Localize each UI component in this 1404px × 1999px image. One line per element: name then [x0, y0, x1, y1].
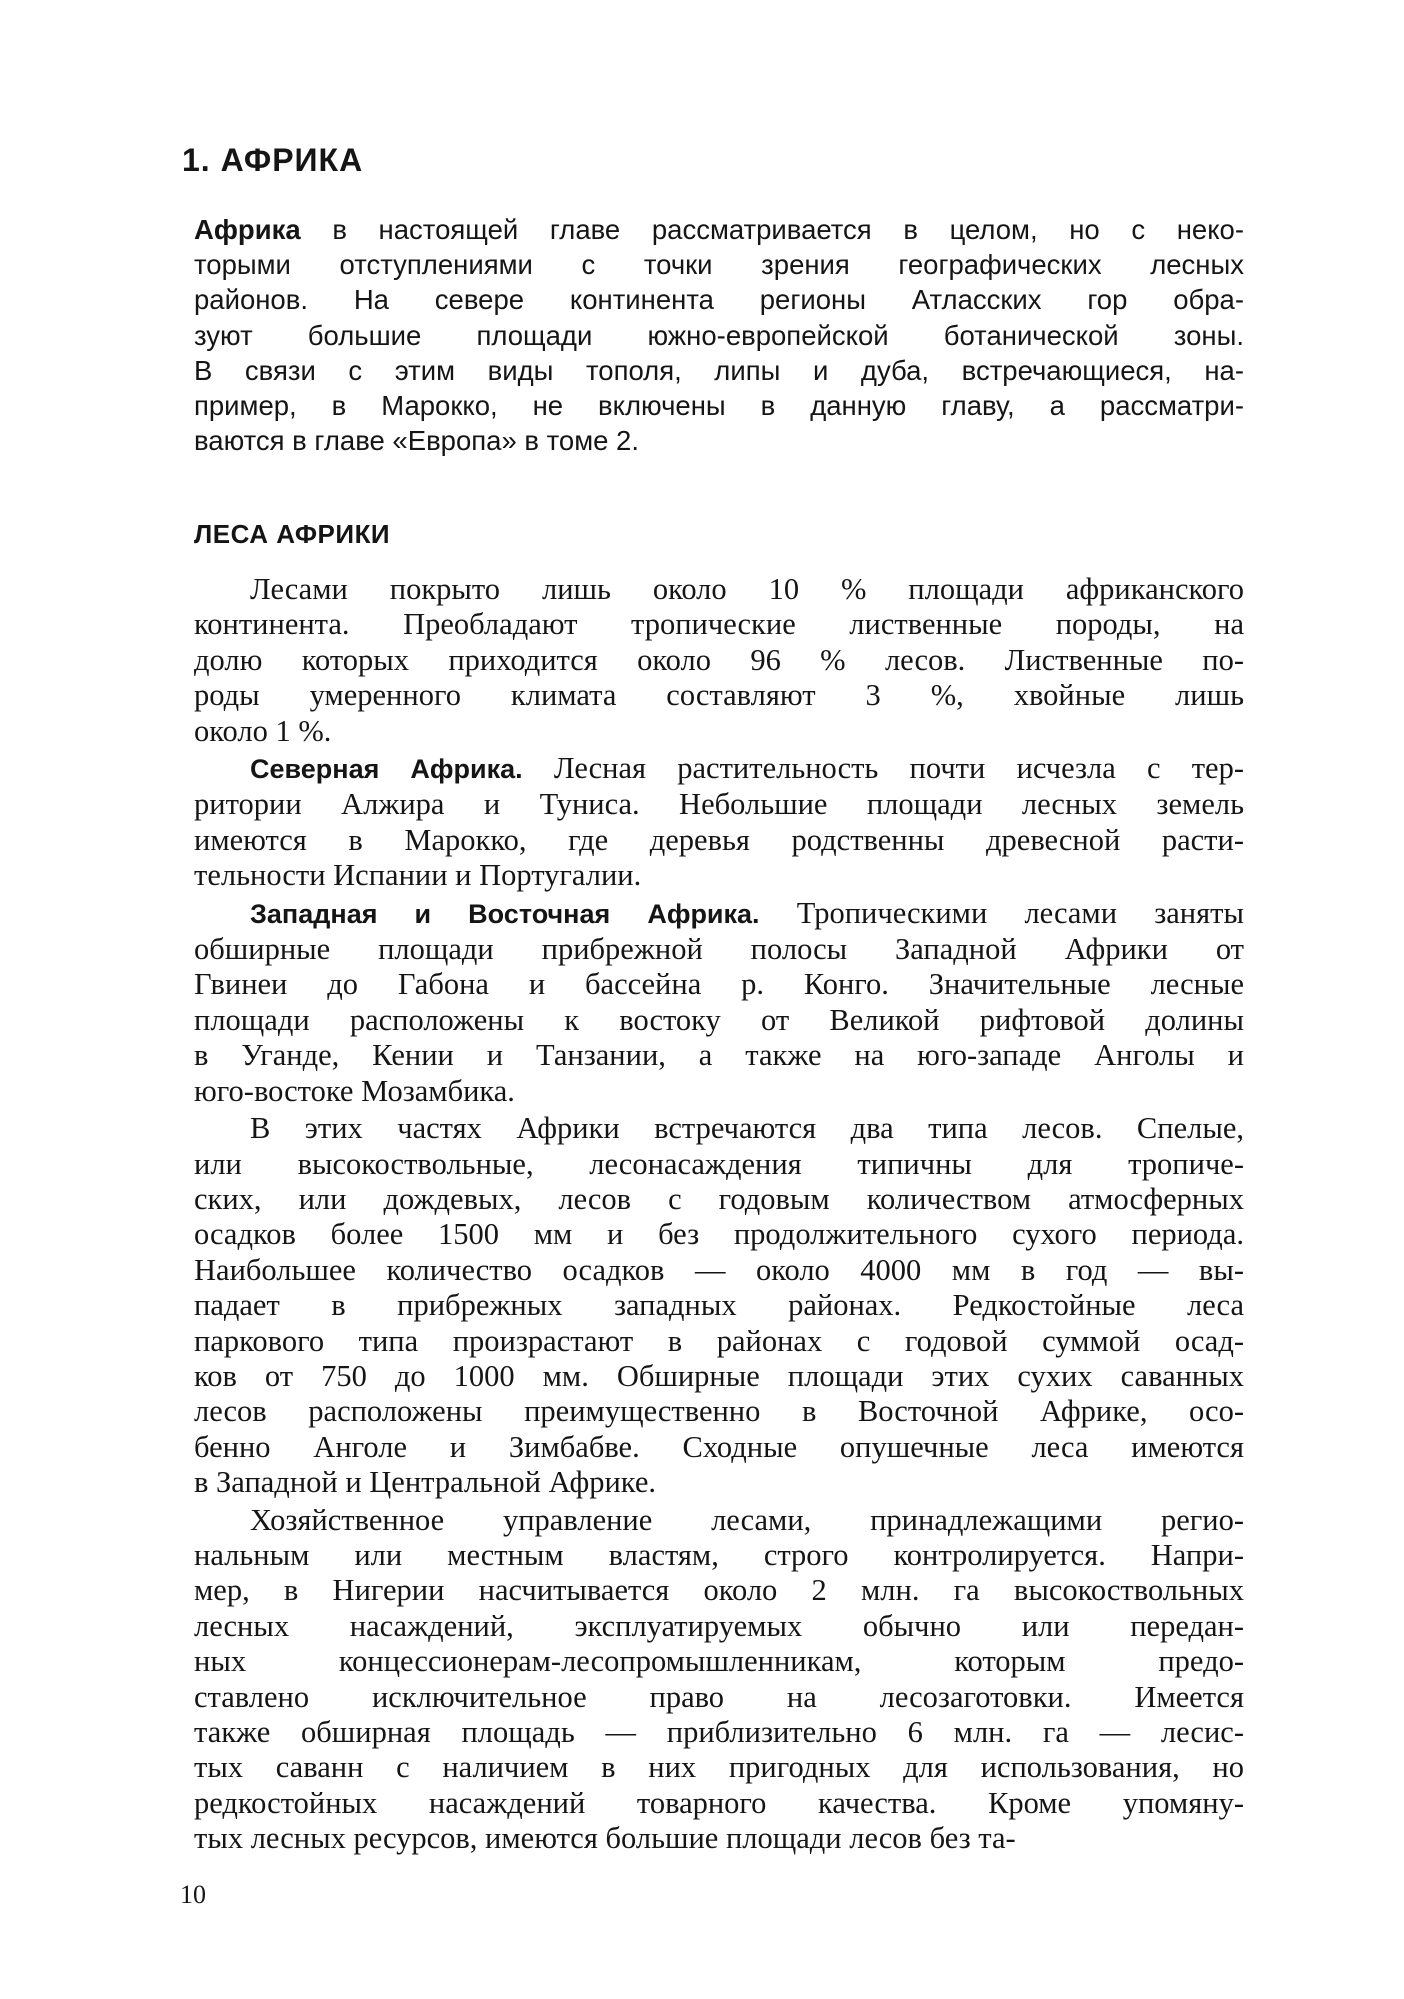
body-line: редкостойных насаждений товарного качества. Кроме упомяну- [194, 1785, 1244, 1820]
body-line: тых саванн с наличием в них пригодных для использования, но [194, 1750, 1244, 1785]
body-line: тых лесных ресурсов, имеются большие площади лесов без та- [194, 1821, 1016, 1856]
body-paragraph [194, 572, 1244, 749]
body-line: в Уганде, Кении и Танзании, а также на юго-западе Анголы и [194, 1038, 1244, 1073]
body-line: юго-востоке Мозамбика. [194, 1073, 515, 1108]
body-line: бенно Анголе и Зимбабве. Сходные опушечные леса имеются [194, 1429, 1244, 1464]
page-number: 10 [180, 1880, 206, 1909]
body-line: долю которых приходится около 96 % лесов. Лиственные по- [194, 642, 1244, 677]
body-line: тельности Испании и Португалии. [194, 858, 642, 893]
body-line: площади расположены к востоку от Великой рифтовой долины [194, 1002, 1244, 1037]
body-line: ритории Алжира и Туниса. Небольшие площади лесных земель [194, 787, 1244, 822]
body-line: падает в прибрежных западных районах. Редкостойные леса [194, 1288, 1244, 1323]
body-line: Лесами покрыто лишь около 10 % площади африканского [250, 572, 1244, 606]
body-line: Наибольшее количество осадков — около 4000 мм в год — вы- [194, 1252, 1244, 1287]
body-line: имеются в Марокко, где деревья родственны древесной расти- [194, 822, 1244, 857]
section-title: ЛЕСА АФРИКИ [194, 519, 391, 549]
body-line: В этих частях Африки встречаются два типа лесов. Спелые, [250, 1111, 1244, 1146]
body-paragraph [194, 896, 1244, 1109]
body-paragraph [194, 1111, 1244, 1500]
body-line: или высокоствольные, лесонасаждения типичны для тропиче- [194, 1146, 1244, 1181]
intro-lead-word: Африка [194, 214, 301, 245]
body-line [194, 751, 1244, 787]
section-body [194, 572, 1244, 1857]
intro-paragraph [194, 212, 1244, 458]
paragraph-lead: Северная Африка. [250, 754, 523, 785]
intro-line: В связи с этим виды тополя, липы и дуба, встречающиеся, на- [194, 354, 1244, 386]
body-line: лесов расположены преимущественно в Восточной Африке, осо- [194, 1394, 1244, 1429]
body-line: осадков более 1500 мм и без продолжительного сухого периода. [194, 1217, 1244, 1252]
body-line-rest: Лесная растительность почти исчезла с тер- [522, 751, 1245, 786]
body-line: ских, или дождевых, лесов с годовым количеством атмосферных [194, 1181, 1244, 1216]
body-line: около 1 %. [194, 713, 332, 748]
body-line: мер, в Нигерии насчитывается около 2 млн. га высокоствольных [194, 1573, 1244, 1608]
intro-line: торыми отступлениями с точки зрения географических лесных [194, 249, 1244, 281]
body-line: континента. Преобладают тропические лиственные породы, на [194, 607, 1244, 642]
intro-line: зуют большие площади южно-европейской ботанической зоны. [194, 319, 1244, 351]
body-line: роды умеренного климата составляют 3 %, хвойные лишь [194, 678, 1244, 713]
intro-line: ваются в главе «Европа» в томе 2. [194, 425, 639, 457]
intro-line [194, 212, 1244, 247]
body-paragraph [194, 1503, 1244, 1857]
intro-line-rest: в настоящей главе рассматривается в целом, но с неко- [300, 214, 1244, 245]
body-line: Хозяйственное управление лесами, принадлежащими регио- [250, 1502, 1244, 1537]
body-line: ставлено исключительное право на лесозаготовки. Имеется [194, 1679, 1244, 1714]
body-line [194, 896, 1244, 932]
body-line: паркового типа произрастают в районах с годовой суммой осад- [194, 1323, 1244, 1358]
body-line: также обширная площадь — приблизительно 6 млн. га — лесис- [194, 1715, 1244, 1749]
body-line: Гвинеи до Габона и бассейна р. Конго. Значительные лесные [194, 967, 1244, 1002]
chapter-title: 1. АФРИКА [182, 142, 364, 178]
body-line: нальным или местным властям, строго контролируется. Напри- [194, 1537, 1244, 1572]
body-line: обширные площади прибрежной полосы Западной Африки от [194, 932, 1244, 967]
body-line: лесных насаждений, эксплуатируемых обычно или передан- [194, 1608, 1244, 1643]
body-line: ков от 750 до 1000 мм. Обширные площади этих сухих саванных [194, 1358, 1244, 1393]
body-line: ных концессионерам-лесопромышленникам, которым предо- [194, 1644, 1244, 1679]
intro-line: районов. На севере континента регионы Атласских гор обра- [194, 284, 1244, 316]
intro-line: пример, в Марокко, не включены в данную главу, а рассматри- [194, 390, 1244, 422]
body-line: в Западной и Центральной Африке. [194, 1465, 656, 1500]
body-paragraph [194, 751, 1244, 894]
body-line-rest: Тропическими лесами заняты [759, 895, 1244, 930]
paragraph-lead: Западная и Восточная Африка. [250, 898, 760, 929]
